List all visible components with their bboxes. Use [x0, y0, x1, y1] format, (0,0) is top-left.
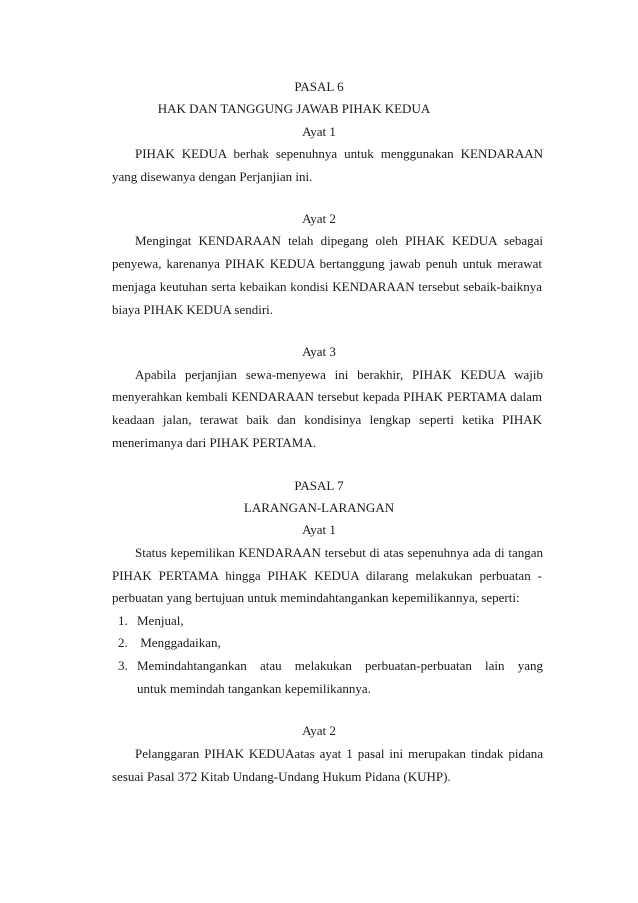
- pasal-7-ayat-2-line-1: Pelanggaran PIHAK KEDUAatas ayat 1 pasal ini merupakan tindak pidana: [135, 746, 543, 761]
- pasal-6-ayat-3-line-3: keadaan jalan, terawat baik dan kondisinya lengkap seperti ketika PIHAK: [112, 412, 542, 427]
- list-item-text: Memindahtangankan atau melakukan perbuatan-perbuatan lain yang: [137, 658, 543, 673]
- pasal-6-ayat-3-heading: Ayat 3: [302, 344, 336, 359]
- list-item-number: 2.: [118, 635, 128, 650]
- pasal-6-title: PASAL 6: [294, 79, 344, 94]
- pasal-6-ayat-2-line-3: menjaga keutuhan serta kebaikan kondisi KENDARAAN tersebut sebaik-baiknya: [112, 279, 542, 294]
- pasal-6-ayat-1-line-2: yang disewanya dengan Perjanjian ini.: [112, 169, 313, 184]
- pasal-6-ayat-3-line-4: menerimanya dari PIHAK PERTAMA.: [112, 435, 316, 450]
- list-item-number: 1.: [118, 613, 128, 628]
- pasal-6-ayat-2-line-4: biaya PIHAK KEDUA sendiri.: [112, 302, 274, 317]
- pasal-7-ayat-1-line-1: Status kepemilikan KENDARAAN tersebut di atas sepenuhnya ada di tangan: [135, 545, 543, 560]
- pasal-6-ayat-3-line-2: menyerahkan kembali KENDARAAN tersebut kepada PIHAK PERTAMA dalam: [112, 389, 542, 404]
- pasal-6-ayat-1-line-1: PIHAK KEDUA berhak sepenuhnya untuk menggunakan KENDARAAN: [135, 146, 543, 161]
- pasal-6-ayat-3-line-1: Apabila perjanjian sewa-menyewa ini berakhir, PIHAK KEDUA wajib: [135, 367, 543, 382]
- list-item-text: Menjual,: [137, 613, 184, 628]
- pasal-7-ayat-2-heading: Ayat 2: [302, 723, 336, 738]
- pasal-6-ayat-1-heading: Ayat 1: [302, 124, 336, 139]
- pasal-7-subtitle: LARANGAN-LARANGAN: [243, 500, 395, 515]
- pasal-7-ayat-1-heading: Ayat 1: [302, 522, 336, 537]
- pasal-6-ayat-2-heading: Ayat 2: [302, 211, 336, 226]
- pasal-7-ayat-1-line-2: PIHAK PERTAMA hingga PIHAK KEDUA dilarang melakukan perbuatan -: [112, 568, 542, 583]
- pasal-7-ayat-1-line-3: perbuatan yang bertujuan untuk memindahtangankan kepemilikannya, seperti:: [112, 590, 520, 605]
- pasal-7-ayat-2-line-2: sesuai Pasal 372 Kitab Undang-Undang Hukum Pidana (KUHP).: [112, 769, 451, 784]
- pasal-6-subtitle: HAK DAN TANGGUNG JAWAB PIHAK KEDUA: [157, 101, 431, 116]
- pasal-6-ayat-2-line-1: Mengingat KENDARAAN telah dipegang oleh PIHAK KEDUA sebagai: [135, 233, 543, 248]
- list-item-text-continued: untuk memindah tangankan kepemilikannya.: [137, 681, 371, 696]
- pasal-7-title: PASAL 7: [294, 478, 344, 493]
- pasal-6-ayat-2-line-2: penyewa, karenanya PIHAK KEDUA bertanggung jawab penuh untuk merawat: [112, 256, 542, 271]
- list-item-text: Menggadaikan,: [137, 635, 221, 650]
- list-item-number: 3.: [118, 658, 128, 673]
